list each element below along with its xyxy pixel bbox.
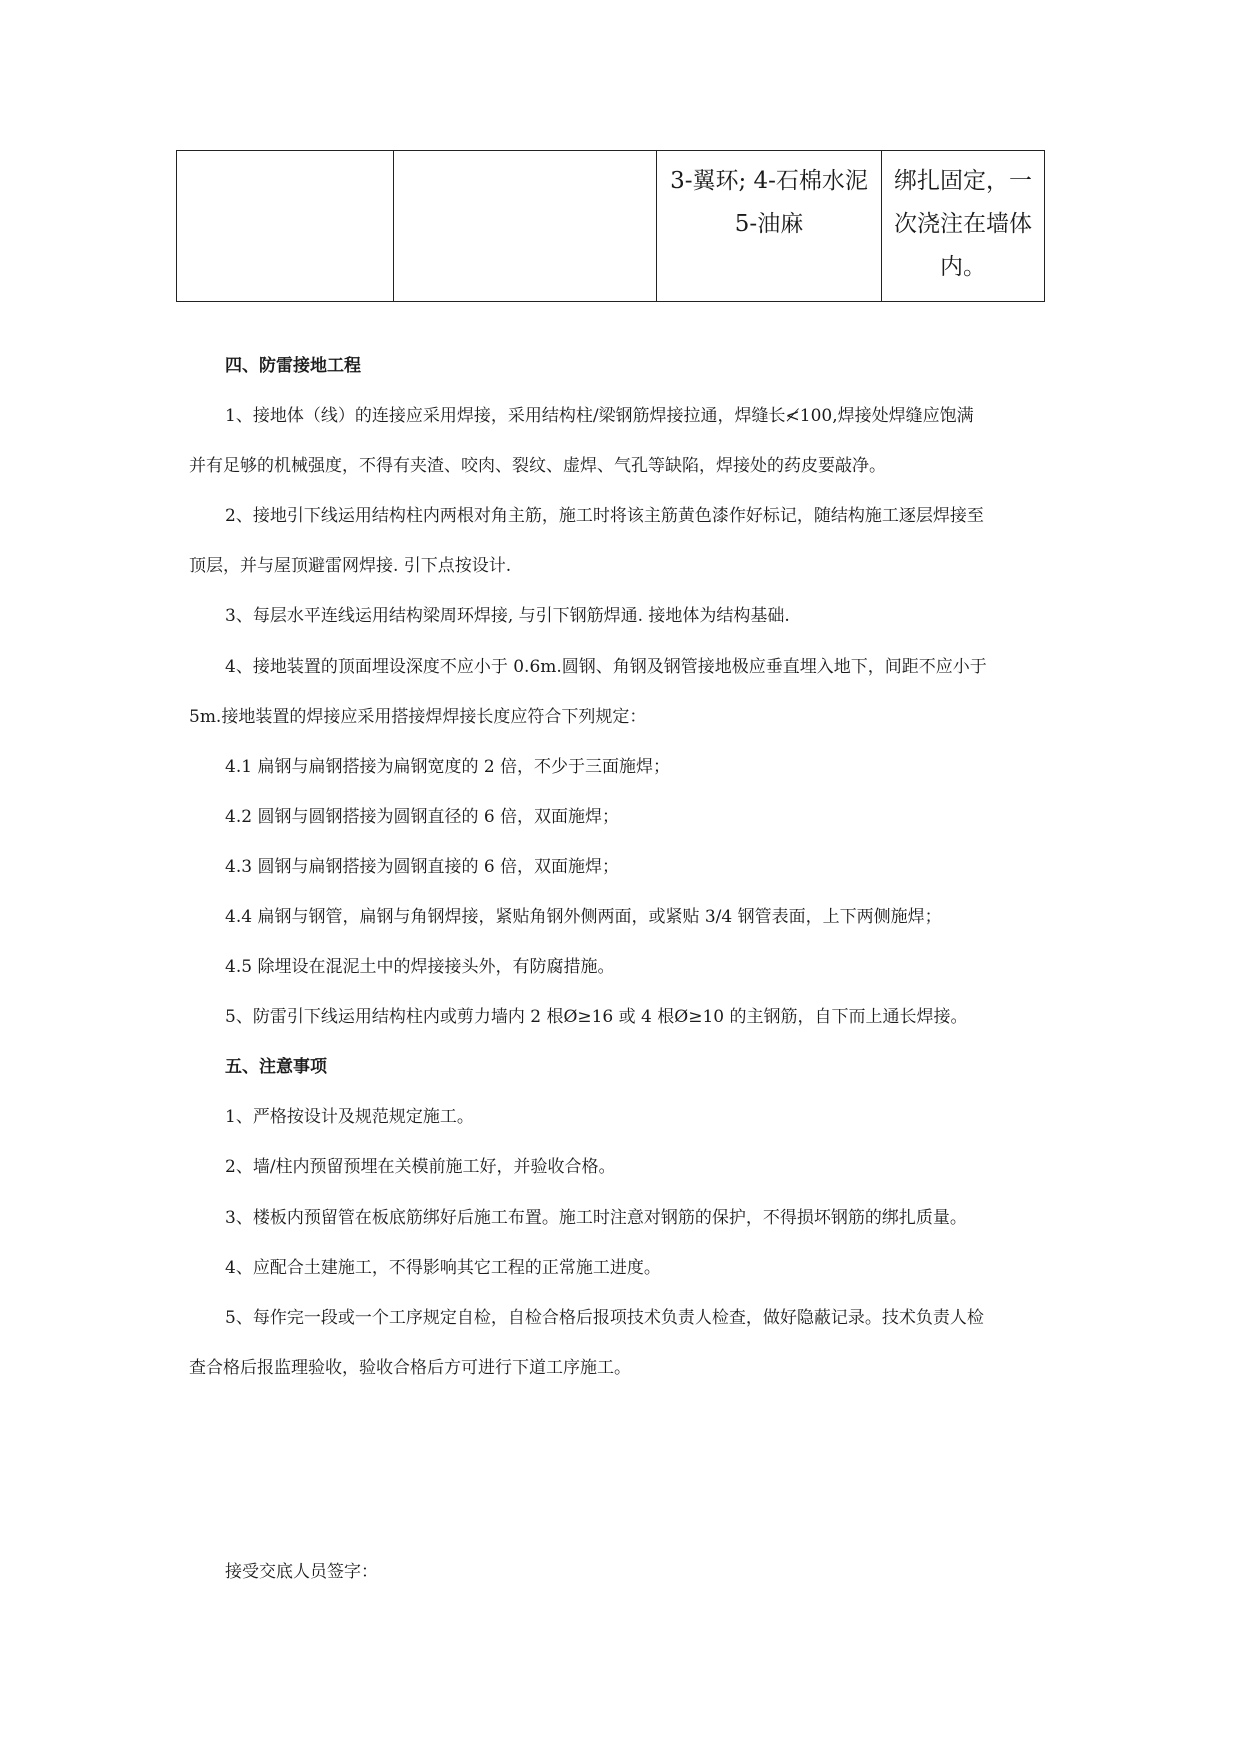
section-4-para-4-line-2: 5m.接地装置的焊接应采用搭接焊焊接长度应符合下列规定： (189, 707, 647, 727)
section-4-para-2-line-2: 顶层，并与屋顶避雷网焊接. 引下点按设计. (189, 556, 512, 576)
section-5-para-1: 1、严格按设计及规范规定施工。 (225, 1107, 474, 1127)
cell-4-line-3: 内。 (940, 254, 986, 280)
cell-3-line-1: 3-翼环; 4-石棉水泥 (670, 168, 868, 194)
section-4-para-4-line-1: 4、接地装置的顶面埋设深度不应小于 0.6m.圆钢、角钢及钢管接地极应垂直埋入地下，间距不应小于 (225, 657, 987, 677)
section-5-heading: 五、注意事项 (225, 1057, 327, 1077)
section-4-item-4-1: 4.1 扁钢与扁钢搭接为扁钢宽度的 2 倍，不少于三面施焊； (225, 757, 671, 777)
section-5-para-5-line-1: 5、每作完一段或一个工序规定自检，自检合格后报项技术负责人检查，做好隐蔽记录。技术负责人检 (225, 1308, 984, 1328)
section-4-para-1-line-2: 并有足够的机械强度，不得有夹渣、咬肉、裂纹、虚焊、气孔等缺陷，焊接处的药皮要敲净。 (189, 456, 886, 476)
section-4-item-4-2: 4.2 圆钢与圆钢搭接为圆钢直径的 6 倍，双面施焊； (225, 807, 620, 827)
signature-label: 接受交底人员签字： (225, 1562, 378, 1582)
section-5-para-3: 3、楼板内预留管在板底筋绑好后施工布置。施工时注意对钢筋的保护，不得损坏钢筋的绑扎质量。 (225, 1208, 967, 1228)
section-5-para-4: 4、应配合土建施工，不得影响其它工程的正常施工进度。 (225, 1258, 661, 1278)
table-cell-2 (394, 151, 657, 302)
cell-4-line-1: 绑扎固定，一 (894, 168, 1032, 194)
table-cell-4 (882, 151, 1045, 302)
table-row (177, 151, 1045, 302)
section-4-para-1-line-1: 1、接地体（线）的连接应采用焊接，采用结构柱/梁钢筋焊接拉通，焊缝长≮100,焊接处焊缝应饱满 (225, 406, 974, 426)
section-4-item-4-3: 4.3 圆钢与扁钢搭接为圆钢直接的 6 倍，双面施焊； (225, 857, 620, 877)
section-4-para-3: 3、每层水平连线运用结构梁周环焊接, 与引下钢筋焊通. 接地体为结构基础. (225, 606, 790, 626)
table-cell-3 (657, 151, 882, 302)
spec-table (176, 150, 1045, 302)
section-4-para-2-line-1: 2、接地引下线运用结构柱内两根对角主筋，施工时将该主筋黄色漆作好标记，随结构施工逐层焊接至 (225, 506, 984, 526)
section-4-para-5: 5、防雷引下线运用结构柱内或剪力墙内 2 根Ø≥16 或 4 根Ø≥10 的主钢筋，自下而上通长焊接。 (225, 1007, 968, 1027)
cell-4-line-2: 次浇注在墙体 (894, 211, 1032, 237)
section-5-para-5-line-2: 查合格后报监理验收，验收合格后方可进行下道工序施工。 (189, 1358, 631, 1378)
section-5-para-2: 2、墙/柱内预留预埋在关模前施工好，并验收合格。 (225, 1157, 616, 1177)
section-4-item-4-4: 4.4 扁钢与钢管，扁钢与角钢焊接，紧贴角钢外侧两面，或紧贴 3/4 钢管表面，上下两侧施焊； (225, 907, 942, 927)
section-4-item-4-5: 4.5 除埋设在混泥土中的焊接接头外，有防腐措施。 (225, 957, 615, 977)
section-4-heading: 四、防雷接地工程 (225, 356, 361, 376)
table-cell-1 (177, 151, 394, 302)
cell-3-line-2: 5-油麻 (734, 211, 804, 237)
